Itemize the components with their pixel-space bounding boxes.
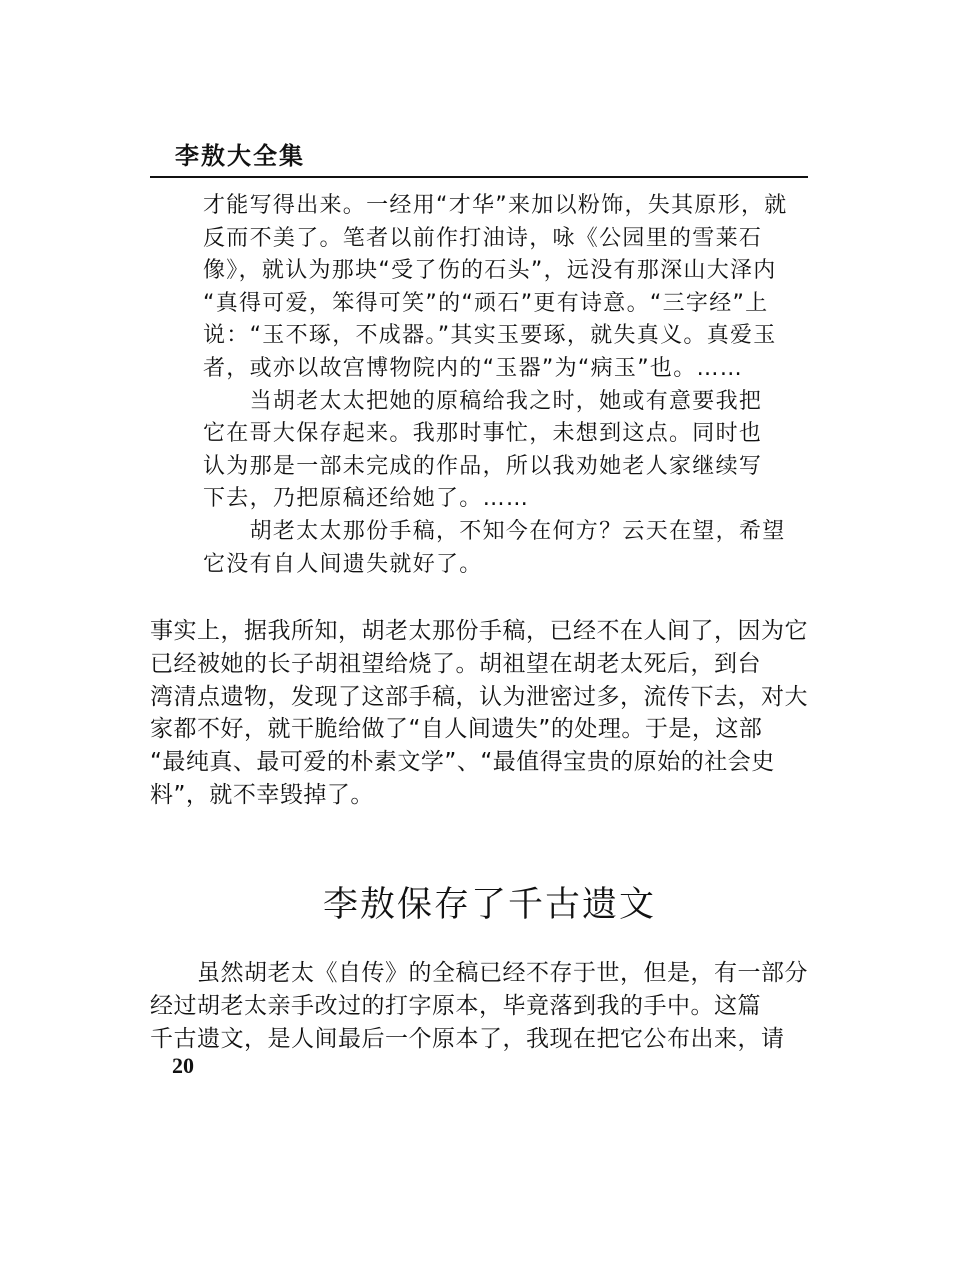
header-rule xyxy=(150,176,808,178)
quote-line: 反而不美了。笔者以前作打油诗，咏《公园里的雪莱石 xyxy=(203,225,763,251)
body-line: 千古遗文，是人间最后一个原本了，我现在把它公布出来，请 xyxy=(150,1025,785,1052)
body-line: 事实上，据我所知，胡老太那份手稿，已经不在人间了，因为它 xyxy=(150,618,808,644)
quote-line: 胡老太太那份手稿，不知今在何方？云天在望，希望 xyxy=(203,518,786,544)
quote-line: 当胡老太太把她的原稿给我之时，她或有意要我把 xyxy=(203,388,763,414)
body-line: 料”，就不幸毁掉了。 xyxy=(150,781,374,808)
quote-line: 者，或亦以故宫博物院内的“玉器”为“病玉”也。…… xyxy=(203,355,744,381)
body-line: 虽然胡老太《自传》的全稿已经不存于世，但是，有一部分 xyxy=(150,960,808,986)
quote-line: 认为那是一部未完成的作品，所以我劝她老人家继续写 xyxy=(203,453,763,479)
quote-line: 它在哥大保存起来。我那时事忙，未想到这点。同时也 xyxy=(203,421,763,447)
body-paragraph xyxy=(150,615,808,812)
quote-line: 才能写得出来。一经用“才华”来加以粉饰，失其原形，就 xyxy=(203,193,788,218)
quote-line: 说：“玉不琢，不成器。”其实玉要琢，就失真义。真爱玉 xyxy=(203,323,777,349)
quote-line: 它没有自人间遗失就好了。 xyxy=(203,551,483,577)
body-line: “最纯真、最可爱的朴素文学”、“最值得宝贵的原始的社会史 xyxy=(150,749,775,776)
body-line: 经过胡老太亲手改过的打字原本，毕竟落到我的手中。这篇 xyxy=(150,992,761,1019)
running-head-title: 李敖大全集 xyxy=(175,141,305,170)
quote-line: “真得可爱，笨得可笑”的“顽石”更有诗意。“三字经”上 xyxy=(203,290,769,316)
body-line: 湾清点遗物，发现了这部手稿，认为泄密过多，流传下去，对大 xyxy=(150,683,808,710)
quote-line: 下去，乃把原稿还给她了。…… xyxy=(203,486,530,512)
section-paragraph xyxy=(150,957,808,1055)
page-number: 20 xyxy=(172,1053,194,1078)
quote-line: 像》，就认为那块“受了伤的石头”，远没有那深山大泽内 xyxy=(203,258,777,284)
section-heading: 李敖保存了千古遗文 xyxy=(322,885,656,925)
body-line: 已经被她的长子胡祖望给烧了。胡祖望在胡老太死后，到台 xyxy=(150,650,761,677)
body-line: 家都不好，就干脆给做了“自人间遗失”的处理。于是，这部 xyxy=(150,716,763,743)
block-quote xyxy=(203,190,803,581)
